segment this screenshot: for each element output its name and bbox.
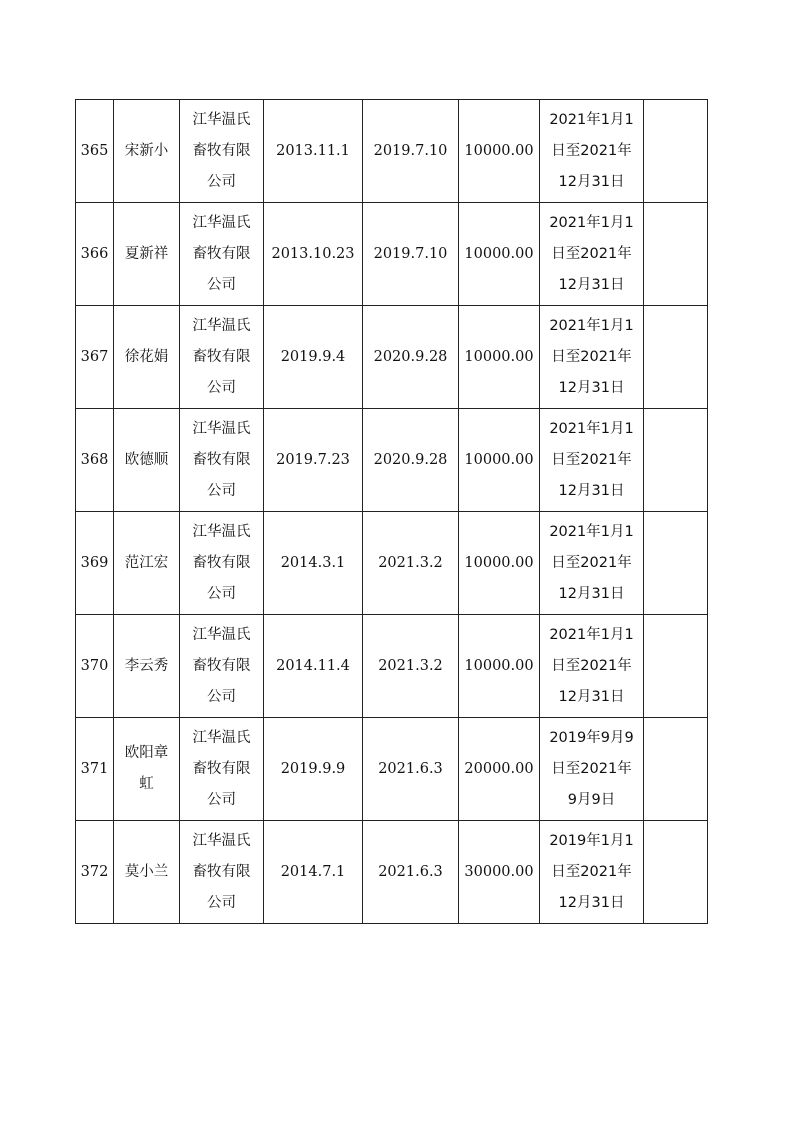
- cell-company-line: 畜牧有限: [192, 863, 251, 880]
- cell-index: 366: [76, 203, 114, 306]
- table-row: [76, 306, 708, 409]
- cell-start-date: 2019.9.9: [264, 718, 363, 821]
- cell-company-line: 公司: [207, 482, 236, 499]
- cell-company-line: 畜牧有限: [192, 451, 251, 468]
- cell-period: [540, 100, 644, 203]
- cell-company: [180, 203, 264, 306]
- table-row: [76, 203, 708, 306]
- cell-index: 365: [76, 100, 114, 203]
- cell-note: [644, 100, 708, 203]
- cell-period-line: 日至2021年: [551, 863, 632, 880]
- cell-period-line: 日至2021年: [551, 554, 632, 571]
- cell-start-date: 2019.9.4: [264, 306, 363, 409]
- cell-start-date: 2014.7.1: [264, 821, 363, 924]
- cell-name: [114, 203, 180, 306]
- cell-name-line: 徐花娟: [124, 348, 169, 365]
- cell-period-line: 2019年9月9: [549, 729, 634, 746]
- cell-company-line: 畜牧有限: [192, 554, 251, 571]
- cell-company-line: 江华温氏: [192, 111, 251, 128]
- cell-name: [114, 512, 180, 615]
- cell-period: [540, 306, 644, 409]
- cell-period: [540, 512, 644, 615]
- cell-name: [114, 409, 180, 512]
- cell-company: [180, 100, 264, 203]
- cell-period: [540, 718, 644, 821]
- table-row: [76, 718, 708, 821]
- cell-period-line: 2021年1月1: [549, 523, 634, 540]
- cell-period-line: 12月31日: [558, 276, 625, 293]
- cell-company-line: 江华温氏: [192, 420, 251, 437]
- cell-company: [180, 512, 264, 615]
- cell-end-date: 2021.3.2: [363, 615, 459, 718]
- cell-name-line: 李云秀: [124, 657, 169, 674]
- cell-note: [644, 512, 708, 615]
- cell-index: 371: [76, 718, 114, 821]
- table-row: [76, 100, 708, 203]
- cell-name-line: 欧阳章: [124, 745, 169, 761]
- cell-company-line: 公司: [207, 276, 236, 293]
- cell-end-date: 2020.9.28: [363, 409, 459, 512]
- cell-company: [180, 306, 264, 409]
- cell-end-date: 2020.9.28: [363, 306, 459, 409]
- cell-period-line: 2019年1月1: [549, 832, 634, 849]
- cell-name: [114, 306, 180, 409]
- cell-start-date: 2013.11.1: [264, 100, 363, 203]
- cell-company-line: 江华温氏: [192, 523, 251, 540]
- cell-company-line: 江华温氏: [192, 317, 251, 334]
- table-row: [76, 615, 708, 718]
- cell-period-line: 2021年1月1: [549, 214, 634, 231]
- cell-index: 370: [76, 615, 114, 718]
- cell-note: [644, 821, 708, 924]
- cell-amount: 10000.00: [459, 203, 540, 306]
- records-table: [75, 99, 708, 924]
- cell-period-line: 2021年1月1: [549, 111, 634, 128]
- cell-name: [114, 100, 180, 203]
- cell-name-line: 宋新小: [124, 142, 169, 159]
- cell-company-line: 公司: [207, 585, 236, 602]
- cell-name-line: 范江宏: [124, 554, 169, 571]
- cell-company-line: 公司: [207, 688, 236, 705]
- cell-note: [644, 409, 708, 512]
- cell-company-line: 公司: [207, 894, 236, 911]
- cell-period: [540, 821, 644, 924]
- cell-period-line: 日至2021年: [551, 348, 632, 365]
- cell-company-line: 公司: [207, 791, 236, 808]
- cell-period-line: 12月31日: [558, 894, 625, 911]
- cell-end-date: 2021.3.2: [363, 512, 459, 615]
- cell-company-line: 畜牧有限: [192, 657, 251, 674]
- cell-start-date: 2014.3.1: [264, 512, 363, 615]
- cell-company-line: 公司: [207, 173, 236, 190]
- cell-company-line: 江华温氏: [192, 626, 251, 643]
- cell-period-line: 12月31日: [558, 379, 625, 396]
- cell-start-date: 2013.10.23: [264, 203, 363, 306]
- cell-name: [114, 718, 180, 821]
- cell-period-line: 9月9日: [567, 791, 616, 808]
- cell-index: 368: [76, 409, 114, 512]
- table-row: [76, 409, 708, 512]
- cell-company-line: 江华温氏: [192, 729, 251, 746]
- cell-amount: 10000.00: [459, 512, 540, 615]
- cell-period: [540, 203, 644, 306]
- table-row: [76, 512, 708, 615]
- cell-name-line: 莫小兰: [124, 863, 169, 880]
- cell-company-line: 畜牧有限: [192, 142, 251, 159]
- cell-name-line: 欧德顺: [124, 451, 169, 468]
- cell-amount: 10000.00: [459, 615, 540, 718]
- cell-name: [114, 615, 180, 718]
- cell-period-line: 2021年1月1: [549, 420, 634, 437]
- cell-note: [644, 306, 708, 409]
- cell-amount: 10000.00: [459, 306, 540, 409]
- cell-company-line: 江华温氏: [192, 832, 251, 849]
- cell-company-line: 公司: [207, 379, 236, 396]
- cell-name-line: 夏新祥: [124, 245, 169, 262]
- cell-end-date: 2021.6.3: [363, 821, 459, 924]
- cell-end-date: 2019.7.10: [363, 203, 459, 306]
- cell-period: [540, 409, 644, 512]
- cell-period-line: 2021年1月1: [549, 626, 634, 643]
- cell-company-line: 畜牧有限: [192, 760, 251, 777]
- cell-note: [644, 615, 708, 718]
- cell-end-date: 2019.7.10: [363, 100, 459, 203]
- cell-period-line: 12月31日: [558, 688, 625, 705]
- cell-note: [644, 203, 708, 306]
- cell-amount: 20000.00: [459, 718, 540, 821]
- cell-name-line: 虹: [139, 776, 154, 792]
- cell-end-date: 2021.6.3: [363, 718, 459, 821]
- cell-amount: 10000.00: [459, 100, 540, 203]
- cell-index: 372: [76, 821, 114, 924]
- cell-period: [540, 615, 644, 718]
- cell-company: [180, 615, 264, 718]
- cell-period-line: 12月31日: [558, 173, 625, 190]
- cell-index: 369: [76, 512, 114, 615]
- cell-company-line: 畜牧有限: [192, 245, 251, 262]
- cell-period-line: 日至2021年: [551, 451, 632, 468]
- table-row: [76, 821, 708, 924]
- cell-period-line: 12月31日: [558, 482, 625, 499]
- cell-period-line: 日至2021年: [551, 245, 632, 262]
- records-table-body: [76, 100, 708, 924]
- cell-start-date: 2019.7.23: [264, 409, 363, 512]
- cell-company: [180, 409, 264, 512]
- cell-period-line: 2021年1月1: [549, 317, 634, 334]
- cell-company-line: 江华温氏: [192, 214, 251, 231]
- cell-amount: 10000.00: [459, 409, 540, 512]
- cell-period-line: 日至2021年: [551, 142, 632, 159]
- cell-period-line: 日至2021年: [551, 657, 632, 674]
- cell-name: [114, 821, 180, 924]
- cell-period-line: 12月31日: [558, 585, 625, 602]
- cell-company-line: 畜牧有限: [192, 348, 251, 365]
- cell-note: [644, 718, 708, 821]
- cell-company: [180, 718, 264, 821]
- cell-amount: 30000.00: [459, 821, 540, 924]
- cell-company: [180, 821, 264, 924]
- cell-index: 367: [76, 306, 114, 409]
- cell-start-date: 2014.11.4: [264, 615, 363, 718]
- cell-period-line: 日至2021年: [551, 760, 632, 777]
